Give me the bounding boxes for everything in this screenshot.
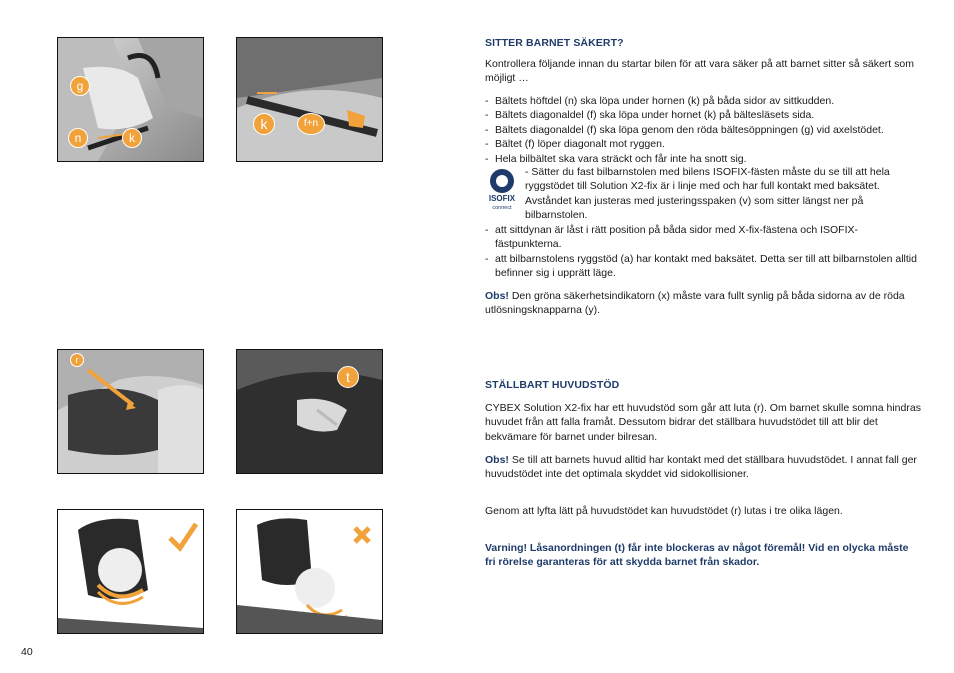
obs-text: Den gröna säkerhetsindikatorn (x) måste vara fullt synlig på båda sidorna av de röda utlösningsknapparna (y). [485, 290, 905, 317]
belt-lap-illustration [236, 37, 383, 162]
headrest-warning: Varning! Låsanordningen (t) får inte blockeras av något föremål! Vid en olycka måste fri rörelse garanteras för att skydda barnet från skador. [485, 542, 909, 569]
headrest-lock-illustration [236, 349, 383, 474]
label-n: n [68, 128, 88, 148]
safety-checklist [485, 94, 921, 166]
label-k: k [253, 113, 275, 135]
obs-label: Obs! [485, 454, 509, 466]
list-item: - Hela bilbältet ska vara sträckt och får inte ha snott sig. [485, 152, 921, 166]
label-f-n: f+n [297, 113, 325, 135]
obs-text: Se till att barnets huvud alltid har kontakt med det ställbara huvudstödet. I annat fall ger huvudstödet inte det optimala skyddet vid sidokollisioner. [485, 454, 917, 481]
page-number: 40 [21, 646, 33, 658]
isofix-logo-sub: connect [492, 205, 512, 211]
belt-routing-illustration [57, 37, 204, 162]
headrest-obs-note [485, 453, 921, 482]
safety-obs-note [485, 289, 921, 318]
list-item: - Bältets höftdel (n) ska löpa under hornen (k) på båda sidor av sittkudden. [485, 94, 921, 108]
safety-intro: Kontrollera följande innan du startar bilen för att vara säker på att barnet sitter så säkert som möjligt … [485, 58, 914, 85]
head-position-correct-illustration [57, 509, 204, 634]
isofix-logo-text: ISOFIX [488, 194, 516, 203]
list-item: - Bältet (f) löper diagonalt mot ryggen. [485, 137, 921, 151]
list-item: - att sittdynan är låst i rätt position på båda sidor med X-fix-fästena och ISOFIX-fästpunkterna. [485, 223, 921, 252]
obs-label: Obs! [485, 290, 509, 302]
list-item: - att bilbarnstolens ryggstöd (a) har kontakt med baksätet. Detta ser till att bilbarnstolen alltid befinner sig i upprätt läge. [485, 252, 921, 281]
label-g: g [70, 76, 90, 96]
list-item: - Bältets diagonaldel (f) ska löpa genom den röda bältesöppningen (g) vid axelstödet. [485, 123, 921, 137]
headrest-tilt-text: Genom att lyfta lätt på huvudstödet kan huvudstödet (r) lutas i tre olika lägen. [485, 505, 843, 517]
isofix-connect-logo [485, 167, 519, 211]
head-position-incorrect-illustration [236, 509, 383, 634]
list-item: - Bältets diagonaldel (f) ska löpa under hornet (k) på bältesläsets sida. [485, 108, 921, 122]
label-k: k [122, 128, 142, 148]
label-r: r [70, 353, 84, 367]
section-heading-safety: SITTER BARNET SÄKERT? [485, 37, 624, 49]
headrest-tilt-illustration [57, 349, 204, 474]
isofix-checklist [485, 223, 921, 281]
isofix-text: - Sätter du fast bilbarnstolen med bilens ISOFIX-fästen måste du se till att hela ryggstödet till Solution X2-fix är i linje med och har full kontakt med baksätet. Avståndet kan justeras med justeringsspaken (v) som sitter längst ner på bilbarnstolen. [525, 166, 890, 222]
label-t: t [337, 366, 359, 388]
headrest-intro: CYBEX Solution X2-fix har ett huvudstöd som går att luta (r). Om barnet skulle somna hindras huvudet från att falla framåt. Dessutom bidrar det ställbara huvudstödet till att blir det bekvämare för barnet under bilresan. [485, 402, 921, 443]
section-heading-headrest: STÄLLBART HUVUDSTÖD [485, 379, 620, 391]
